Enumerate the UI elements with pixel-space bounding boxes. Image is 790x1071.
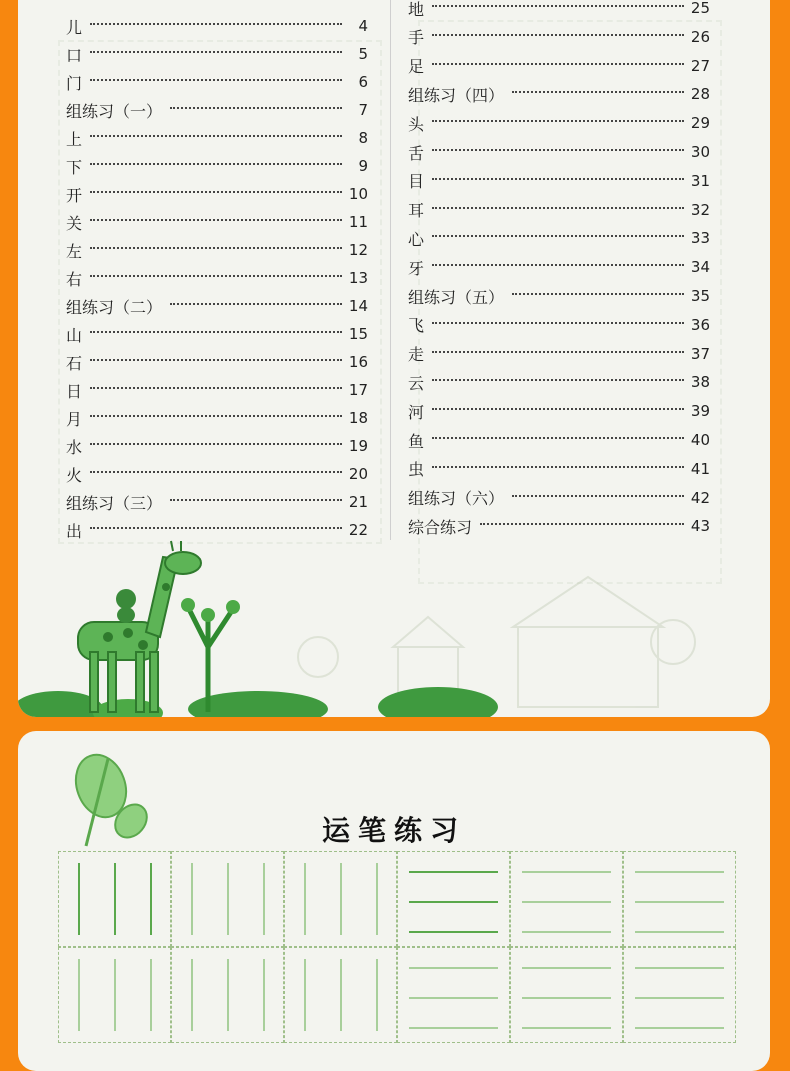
toc-entry (408, 484, 710, 512)
toc-entry (66, 208, 368, 236)
toc-entry (408, 368, 710, 396)
toc-entry-title: 走 (408, 345, 425, 365)
toc-entry-page: 26 (690, 27, 710, 46)
toc-entry-title: 月 (66, 409, 83, 429)
toc-entry-page: 34 (690, 258, 710, 277)
toc-leader-dots (432, 437, 684, 439)
toc-entry (66, 236, 368, 264)
practice-title: 运笔练习 (321, 814, 466, 847)
toc-entry-page: 10 (348, 185, 368, 203)
toc-leader-dots (170, 303, 342, 305)
toc-entry (408, 340, 710, 368)
horizontal-stroke-guide (635, 967, 724, 969)
vertical-stroke-guide (114, 959, 116, 1031)
vertical-stroke-guide (114, 863, 116, 935)
toc-leader-dots (90, 219, 342, 221)
toc-entry-title: 关 (66, 213, 83, 233)
toc-entry (408, 455, 710, 483)
toc-entry (408, 311, 710, 339)
vertical-stroke-guide (304, 863, 306, 935)
toc-entry-title: 出 (66, 521, 83, 541)
toc-entry-page: 40 (690, 431, 710, 449)
toc-entry-page: 32 (690, 200, 710, 219)
toc-leader-dots (90, 359, 342, 361)
horizontal-stroke-guide (409, 931, 498, 933)
toc-entry (408, 224, 710, 252)
toc-leader-dots (90, 471, 342, 473)
toc-leader-dots (432, 120, 684, 122)
toc-entry-title: 河 (408, 402, 425, 422)
toc-entry (66, 488, 368, 516)
horizontal-stroke-guide (522, 871, 611, 873)
toc-entry-title: 组练习（二） (66, 297, 163, 317)
horizontal-stroke-guide (409, 1027, 498, 1029)
toc-entry-title: 牙 (408, 258, 425, 278)
toc-entry (408, 167, 710, 195)
toc-entry (66, 292, 368, 320)
toc-entry-page: 4 (358, 17, 368, 35)
vertical-stroke-guide (263, 863, 265, 935)
horizontal-stroke-guide (635, 1027, 724, 1029)
toc-entry (66, 96, 368, 124)
toc-entry-page: 31 (690, 171, 710, 190)
toc-entry-page: 5 (358, 45, 368, 63)
toc-leader-dots (90, 387, 342, 389)
toc-entry-page: 11 (348, 213, 368, 231)
toc-entry-page: 6 (358, 73, 368, 91)
toc-entry-title: 门 (66, 73, 83, 93)
toc-entry-title: 飞 (408, 316, 425, 336)
toc-entry (408, 426, 710, 454)
toc-entry-title: 虫 (408, 460, 425, 480)
vertical-stroke-guide (150, 959, 152, 1031)
toc-entry-title: 地 (408, 0, 425, 19)
toc-leader-dots (170, 499, 342, 501)
vertical-stroke-guide (227, 959, 229, 1031)
vertical-stroke-guide (227, 863, 229, 935)
horizontal-stroke-guide (522, 967, 611, 969)
horizontal-stroke-guide (635, 901, 724, 903)
toc-entry-page: 27 (690, 56, 710, 75)
toc-leader-dots (90, 415, 342, 417)
toc-entry (66, 320, 368, 348)
vertical-stroke-guide (376, 959, 378, 1031)
vertical-stroke-guide (191, 863, 193, 935)
toc-leader-dots (512, 495, 684, 497)
toc-entry-title: 下 (66, 157, 83, 177)
toc-entry-title: 目 (408, 172, 425, 192)
toc-leader-dots (432, 379, 684, 381)
toc-leader-dots (90, 23, 342, 25)
toc-leader-dots (432, 34, 684, 36)
toc-entry-page: 21 (348, 493, 368, 511)
vertical-stroke-guide (150, 863, 152, 935)
toc-entry (408, 138, 710, 166)
toc-leader-dots (90, 191, 342, 193)
toc-entry-page: 29 (690, 114, 710, 133)
toc-entry (66, 180, 368, 208)
vertical-stroke-guide (340, 959, 342, 1031)
toc-entry-title: 综合练习 (408, 517, 473, 537)
toc-leader-dots (90, 275, 342, 277)
toc-leader-dots (512, 91, 684, 93)
toc-entry-page: 22 (348, 521, 368, 539)
toc-entry (66, 460, 368, 488)
vertical-stroke-guide (191, 959, 193, 1031)
toc-leader-dots (432, 264, 684, 266)
toc-entry-title: 火 (66, 465, 83, 485)
horizontal-stroke-guide (409, 901, 498, 903)
toc-entry-page: 7 (358, 101, 368, 119)
toc-entry (408, 109, 710, 137)
vertical-stroke-guide (263, 959, 265, 1031)
toc-leader-dots (512, 293, 684, 295)
toc-entry-title: 组练习（五） (408, 287, 505, 307)
toc-entry-title: 右 (66, 269, 83, 289)
toc-entry (66, 68, 368, 96)
toc-entry-page: 14 (348, 297, 368, 315)
toc-entry (408, 0, 710, 22)
toc-leader-dots (90, 527, 342, 529)
toc-entry-page: 37 (690, 344, 710, 363)
toc-entry-page: 30 (690, 143, 710, 161)
toc-entry-title: 足 (408, 57, 425, 77)
toc-entry-page: 38 (690, 373, 710, 392)
toc-leader-dots (480, 523, 684, 525)
toc-entry (66, 264, 368, 292)
toc-entry (66, 12, 368, 40)
toc-leader-dots (432, 322, 684, 324)
toc-entry (66, 404, 368, 432)
toc-leader-dots (90, 51, 342, 53)
toc-entry (408, 282, 710, 310)
toc-leader-dots (90, 443, 342, 445)
toc-leader-dots (432, 149, 684, 151)
toc-leader-dots (90, 331, 342, 333)
toc-entry-title: 组练习（四） (408, 85, 505, 105)
vertical-stroke-guide (78, 959, 80, 1031)
toc-leader-dots (170, 107, 342, 109)
illustration-scene (18, 537, 770, 717)
toc-entry-page: 43 (690, 517, 710, 536)
toc-entry-page: 16 (348, 353, 368, 371)
toc-leader-dots (90, 79, 342, 81)
toc-entry-page: 9 (358, 157, 368, 175)
toc-entry-title: 水 (66, 437, 83, 457)
horizontal-stroke-guide (522, 901, 611, 903)
toc-entry (408, 23, 710, 51)
toc-entry-page: 12 (348, 241, 368, 259)
toc-entry (66, 40, 368, 68)
toc-leader-dots (432, 63, 684, 65)
stroke-practice-page (18, 731, 770, 1071)
toc-entry-title: 上 (66, 129, 83, 149)
toc-entry-title: 日 (66, 381, 83, 401)
toc-entry-page: 8 (358, 129, 368, 147)
toc-entry-title: 左 (66, 241, 83, 261)
toc-entry-page: 36 (690, 315, 710, 334)
horizontal-stroke-guide (522, 997, 611, 999)
toc-leader-dots (90, 163, 342, 165)
toc-entry (408, 253, 710, 281)
toc-entry-page: 17 (348, 381, 368, 399)
toc-leader-dots (432, 5, 684, 7)
toc-entry-page: 35 (690, 287, 710, 305)
vertical-stroke-guide (376, 863, 378, 935)
toc-entry (408, 52, 710, 80)
toc-entry-page: 39 (690, 402, 710, 421)
toc-entry-title: 组练习（一） (66, 101, 163, 121)
giraffe-illustration (78, 541, 201, 712)
toc-leader-dots (90, 247, 342, 249)
toc-leader-dots (432, 408, 684, 410)
horizontal-stroke-guide (522, 1027, 611, 1029)
toc-entry-page: 41 (690, 459, 710, 478)
toc-entry-page: 33 (690, 229, 710, 248)
toc-entry-page: 25 (690, 0, 710, 17)
horizontal-stroke-guide (409, 871, 498, 873)
toc-entry-title: 耳 (408, 201, 425, 221)
toc-entry (66, 124, 368, 152)
toc-leader-dots (432, 351, 684, 353)
toc-entry-page: 28 (690, 85, 710, 104)
horizontal-stroke-guide (635, 997, 724, 999)
toc-entry-page: 19 (348, 437, 368, 455)
vertical-stroke-guide (78, 863, 80, 935)
toc-leader-dots (432, 466, 684, 468)
toc-entry (408, 80, 710, 108)
monkey-illustration (116, 589, 136, 623)
toc-entry-page: 13 (348, 269, 368, 287)
toc-entry (66, 432, 368, 460)
toc-entry (408, 397, 710, 425)
column-divider (390, 0, 391, 540)
toc-entry-page: 15 (348, 325, 368, 343)
toc-entry-title: 开 (66, 185, 83, 205)
toc-entry-title: 云 (408, 373, 425, 393)
toc-entry (66, 376, 368, 404)
toc-entry-page: 42 (690, 488, 710, 507)
toc-entry (66, 348, 368, 376)
toc-leader-dots (432, 235, 684, 237)
toc-entry (408, 196, 710, 224)
horizontal-stroke-guide (409, 967, 498, 969)
vertical-stroke-guide (304, 959, 306, 1031)
horizontal-stroke-guide (522, 931, 611, 933)
toc-entry-page: 20 (348, 465, 368, 483)
toc-leader-dots (432, 178, 684, 180)
toc-entry-title: 儿 (66, 17, 83, 37)
toc-entry-title: 舌 (408, 143, 425, 163)
toc-entry-title: 组练习（六） (408, 489, 505, 509)
toc-entry-title: 山 (66, 325, 83, 345)
toc-entry-title: 手 (408, 28, 425, 48)
toc-entry-title: 心 (408, 229, 425, 249)
toc-entry-title: 组练习（三） (66, 493, 163, 513)
table-of-contents-page (18, 0, 770, 717)
toc-leader-dots (432, 207, 684, 209)
vertical-stroke-guide (340, 863, 342, 935)
toc-entry-title: 石 (66, 353, 83, 373)
toc-entry (66, 152, 368, 180)
toc-entry-title: 鱼 (408, 431, 425, 451)
toc-entry-page: 18 (348, 409, 368, 427)
horizontal-stroke-guide (635, 931, 724, 933)
toc-leader-dots (90, 135, 342, 137)
horizontal-stroke-guide (635, 871, 724, 873)
toc-entry-title: 口 (66, 45, 83, 65)
toc-entry-title: 头 (408, 114, 425, 134)
horizontal-stroke-guide (409, 997, 498, 999)
